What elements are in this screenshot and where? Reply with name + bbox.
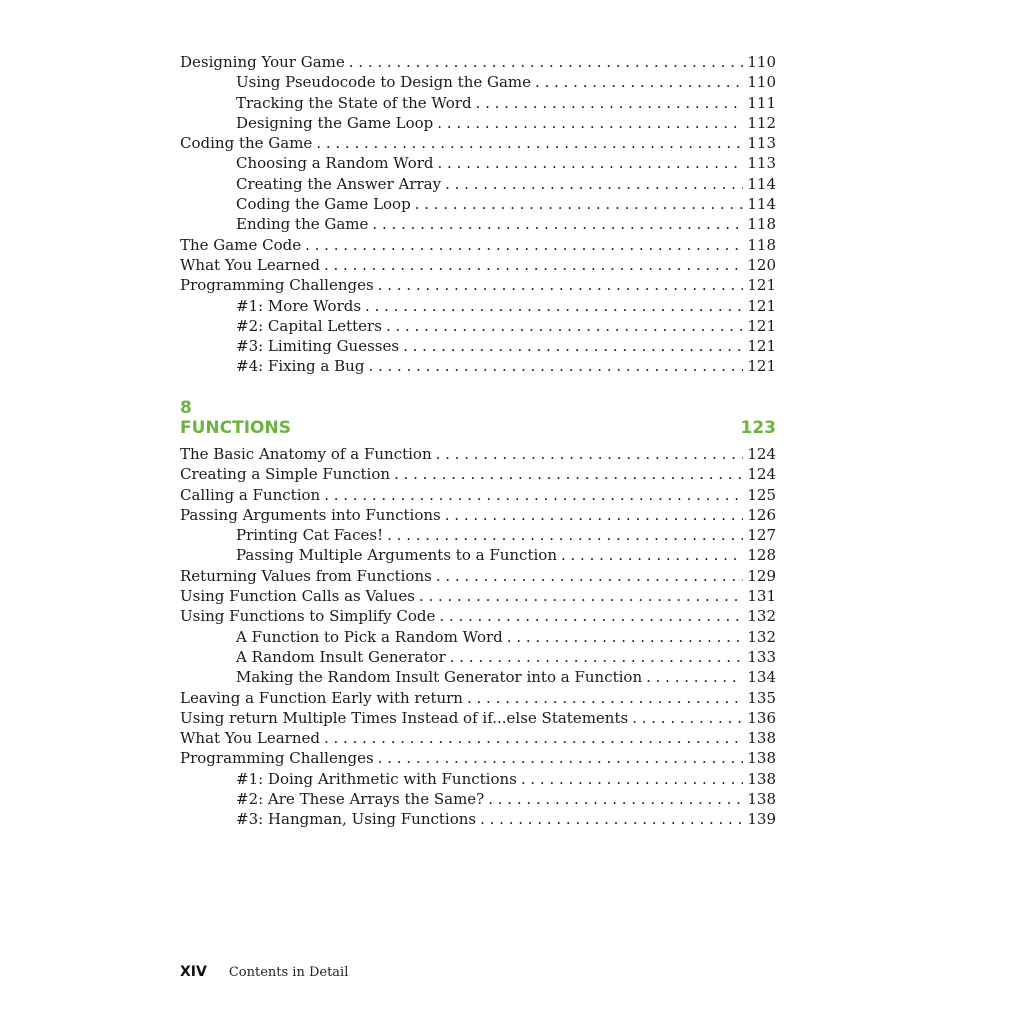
dot-leader — [439, 606, 743, 626]
dot-leader — [561, 545, 743, 565]
toc-entry-page: 133 — [747, 647, 776, 666]
toc-entry-page: 134 — [747, 668, 776, 687]
toc-entry-title: Coding the Game Loop — [236, 195, 411, 214]
toc-entry-title: Returning Values from Functions — [180, 566, 432, 585]
toc-entry-page: 113 — [747, 134, 776, 153]
toc-entry-page: 126 — [747, 505, 776, 524]
dot-leader — [535, 72, 743, 92]
toc-entry[interactable] — [180, 444, 776, 464]
toc-entry-page: 135 — [747, 688, 776, 707]
toc-entry[interactable] — [180, 93, 776, 113]
chapter-page: 123 — [740, 418, 776, 438]
toc-entry-page: 128 — [747, 546, 776, 565]
toc-entry-title: Calling a Function — [180, 485, 321, 504]
toc-entry-title: #1: Doing Arithmetic with Functions — [236, 769, 517, 788]
toc-entry-page: 136 — [747, 708, 776, 727]
toc-entry[interactable] — [180, 627, 776, 647]
dot-leader — [467, 688, 743, 708]
toc-entry-title: Creating the Answer Array — [236, 174, 442, 193]
toc-entry-title: Designing Your Game — [180, 53, 345, 71]
dot-leader — [415, 194, 744, 214]
dot-leader — [349, 52, 744, 72]
toc-entry-title: Ending the Game — [236, 215, 369, 234]
toc-entry-title: Tracking the State of the Word — [236, 93, 472, 112]
toc-entry[interactable] — [180, 464, 776, 484]
toc-entry-page: 110 — [747, 73, 776, 92]
toc-entry[interactable] — [180, 728, 776, 748]
toc-entry-page: 121 — [747, 296, 776, 315]
dot-leader — [378, 748, 744, 768]
toc-entry-title: Making the Random Insult Generator into a Function — [236, 668, 643, 687]
toc-entry-page: 138 — [747, 790, 776, 809]
toc-entry-title: Designing the Game Loop — [236, 113, 434, 132]
dot-leader — [437, 113, 743, 133]
dot-leader — [316, 133, 743, 153]
toc-entry[interactable] — [180, 566, 776, 586]
running-footer-label: Contents in Detail — [228, 965, 349, 980]
toc-entry-title: What You Learned — [180, 255, 320, 274]
toc-entry-title: Passing Arguments into Functions — [180, 505, 441, 524]
toc-entry-page: 124 — [747, 465, 776, 484]
toc-entry-title: #1: More Words — [236, 296, 362, 315]
toc-entry[interactable] — [180, 667, 776, 687]
toc-entry[interactable] — [180, 356, 776, 376]
dot-leader — [386, 316, 743, 336]
toc-entry[interactable] — [180, 525, 776, 545]
toc-entry-page: 118 — [747, 215, 776, 234]
page-number: XIV — [180, 964, 207, 980]
toc-entry[interactable] — [180, 296, 776, 316]
dot-leader — [436, 444, 744, 464]
toc-entry-title: #3: Limiting Guesses — [236, 337, 400, 356]
toc-entry[interactable] — [180, 174, 776, 194]
toc-entry-title: The Basic Anatomy of a Function — [180, 445, 432, 463]
toc-entry-title: #2: Capital Letters — [236, 316, 382, 335]
dot-leader — [387, 525, 743, 545]
toc-entry-title: #2: Are These Arrays the Same? — [236, 790, 485, 809]
toc-entry[interactable] — [180, 316, 776, 336]
toc-entry-title: A Random Insult Generator — [236, 647, 446, 666]
toc-entry[interactable] — [180, 789, 776, 809]
dot-leader — [438, 153, 744, 173]
toc-entry[interactable] — [180, 505, 776, 525]
dot-leader — [378, 275, 744, 295]
page-footer — [180, 964, 348, 980]
toc-entry[interactable] — [180, 688, 776, 708]
toc-entry-page: 131 — [747, 587, 776, 606]
toc-entry[interactable] — [180, 52, 776, 72]
toc-entry[interactable] — [180, 194, 776, 214]
toc-entry[interactable] — [180, 214, 776, 234]
toc-entry-page: 138 — [747, 769, 776, 788]
toc-entry-title: Creating a Simple Function — [180, 465, 391, 484]
toc-entry-page: 114 — [747, 195, 776, 214]
toc-entry[interactable] — [180, 275, 776, 295]
toc-entry-title: #3: Hangman, Using Functions — [236, 810, 477, 829]
toc-entry-page: 132 — [747, 627, 776, 646]
dot-leader — [445, 505, 744, 525]
chapter-title: FUNCTIONS — [180, 418, 291, 438]
toc-entry-title: Leaving a Function Early with return — [180, 688, 463, 707]
toc-entry-page: 120 — [747, 255, 776, 274]
toc-entry[interactable] — [180, 336, 776, 356]
chapter-heading — [180, 398, 776, 438]
toc-entry-page: 121 — [747, 276, 776, 295]
toc-list-chapter-8 — [180, 444, 776, 830]
dot-leader — [488, 789, 743, 809]
dot-leader — [403, 336, 743, 356]
toc-entry[interactable] — [180, 545, 776, 565]
toc-entry[interactable] — [180, 769, 776, 789]
dot-leader — [476, 93, 744, 113]
toc-entry-page: 113 — [747, 154, 776, 173]
dot-leader — [324, 255, 743, 275]
toc-entry-title: Printing Cat Faces! — [236, 526, 384, 545]
dot-leader — [394, 464, 743, 484]
toc-entry-page: 139 — [747, 810, 776, 829]
toc-list-previous-chapter — [180, 52, 776, 377]
toc-entry-title: Coding the Game — [180, 134, 313, 153]
toc-entry-page: 118 — [747, 235, 776, 254]
toc-entry[interactable] — [180, 647, 776, 667]
toc-entry-title: A Function to Pick a Random Word — [236, 627, 503, 646]
dot-leader — [419, 586, 743, 606]
toc-entry[interactable] — [180, 235, 776, 255]
toc-entry[interactable] — [180, 606, 776, 626]
dot-leader — [445, 174, 743, 194]
toc-entry-page: 127 — [747, 526, 776, 545]
toc-entry-page: 138 — [747, 749, 776, 768]
dot-leader — [372, 214, 743, 234]
dot-leader — [632, 708, 743, 728]
toc-entry-title: The Game Code — [180, 235, 302, 254]
toc-entry-title: Using Function Calls as Values — [180, 587, 415, 606]
toc-entry[interactable] — [180, 255, 776, 275]
toc-entry-page: 138 — [747, 729, 776, 748]
toc-entry-page: 124 — [747, 445, 776, 463]
toc-entry[interactable] — [180, 586, 776, 606]
dot-leader — [436, 566, 744, 586]
dot-leader — [305, 235, 743, 255]
toc-entry-page: 129 — [747, 566, 776, 585]
toc-entry-page: 110 — [747, 53, 776, 71]
toc-entry[interactable] — [180, 113, 776, 133]
toc-entry-page: 132 — [747, 607, 776, 626]
toc-entry[interactable] — [180, 708, 776, 728]
chapter-number: 8 — [180, 398, 192, 418]
toc-entry[interactable] — [180, 748, 776, 768]
toc-entry-page: 111 — [747, 93, 776, 112]
toc-entry[interactable] — [180, 153, 776, 173]
toc-entry-page: 121 — [747, 316, 776, 335]
toc-entry[interactable] — [180, 133, 776, 153]
dot-leader — [507, 627, 744, 647]
toc-entry-page: 112 — [747, 113, 776, 132]
toc-entry-page: 121 — [747, 357, 776, 376]
dot-leader — [480, 809, 743, 829]
toc-entry-title: Using Functions to Simplify Code — [180, 607, 436, 626]
toc-entry-page: 114 — [747, 174, 776, 193]
toc-entry-title: Programming Challenges — [180, 749, 374, 768]
toc-entry-page: 121 — [747, 337, 776, 356]
toc-entry-title: What You Learned — [180, 729, 320, 748]
dot-leader — [521, 769, 744, 789]
dot-leader — [646, 667, 743, 687]
toc-entry-title: Programming Challenges — [180, 276, 374, 295]
dot-leader — [324, 485, 743, 505]
toc-entry[interactable] — [180, 485, 776, 505]
toc-entry-title: Using Pseudocode to Design the Game — [236, 73, 532, 92]
toc-entry[interactable] — [180, 72, 776, 92]
dot-leader — [450, 647, 744, 667]
toc-entry-title: Using return Multiple Times Instead of if...else Statements — [180, 708, 629, 727]
toc-entry-title: #4: Fixing a Bug — [236, 357, 365, 376]
dot-leader — [365, 296, 743, 316]
toc-entry-title: Passing Multiple Arguments to a Function — [236, 546, 557, 565]
dot-leader — [324, 728, 743, 748]
toc-entry-title: Choosing a Random Word — [236, 154, 434, 173]
dot-leader — [368, 356, 743, 376]
toc-entry[interactable] — [180, 809, 776, 829]
toc-entry-page: 125 — [747, 485, 776, 504]
